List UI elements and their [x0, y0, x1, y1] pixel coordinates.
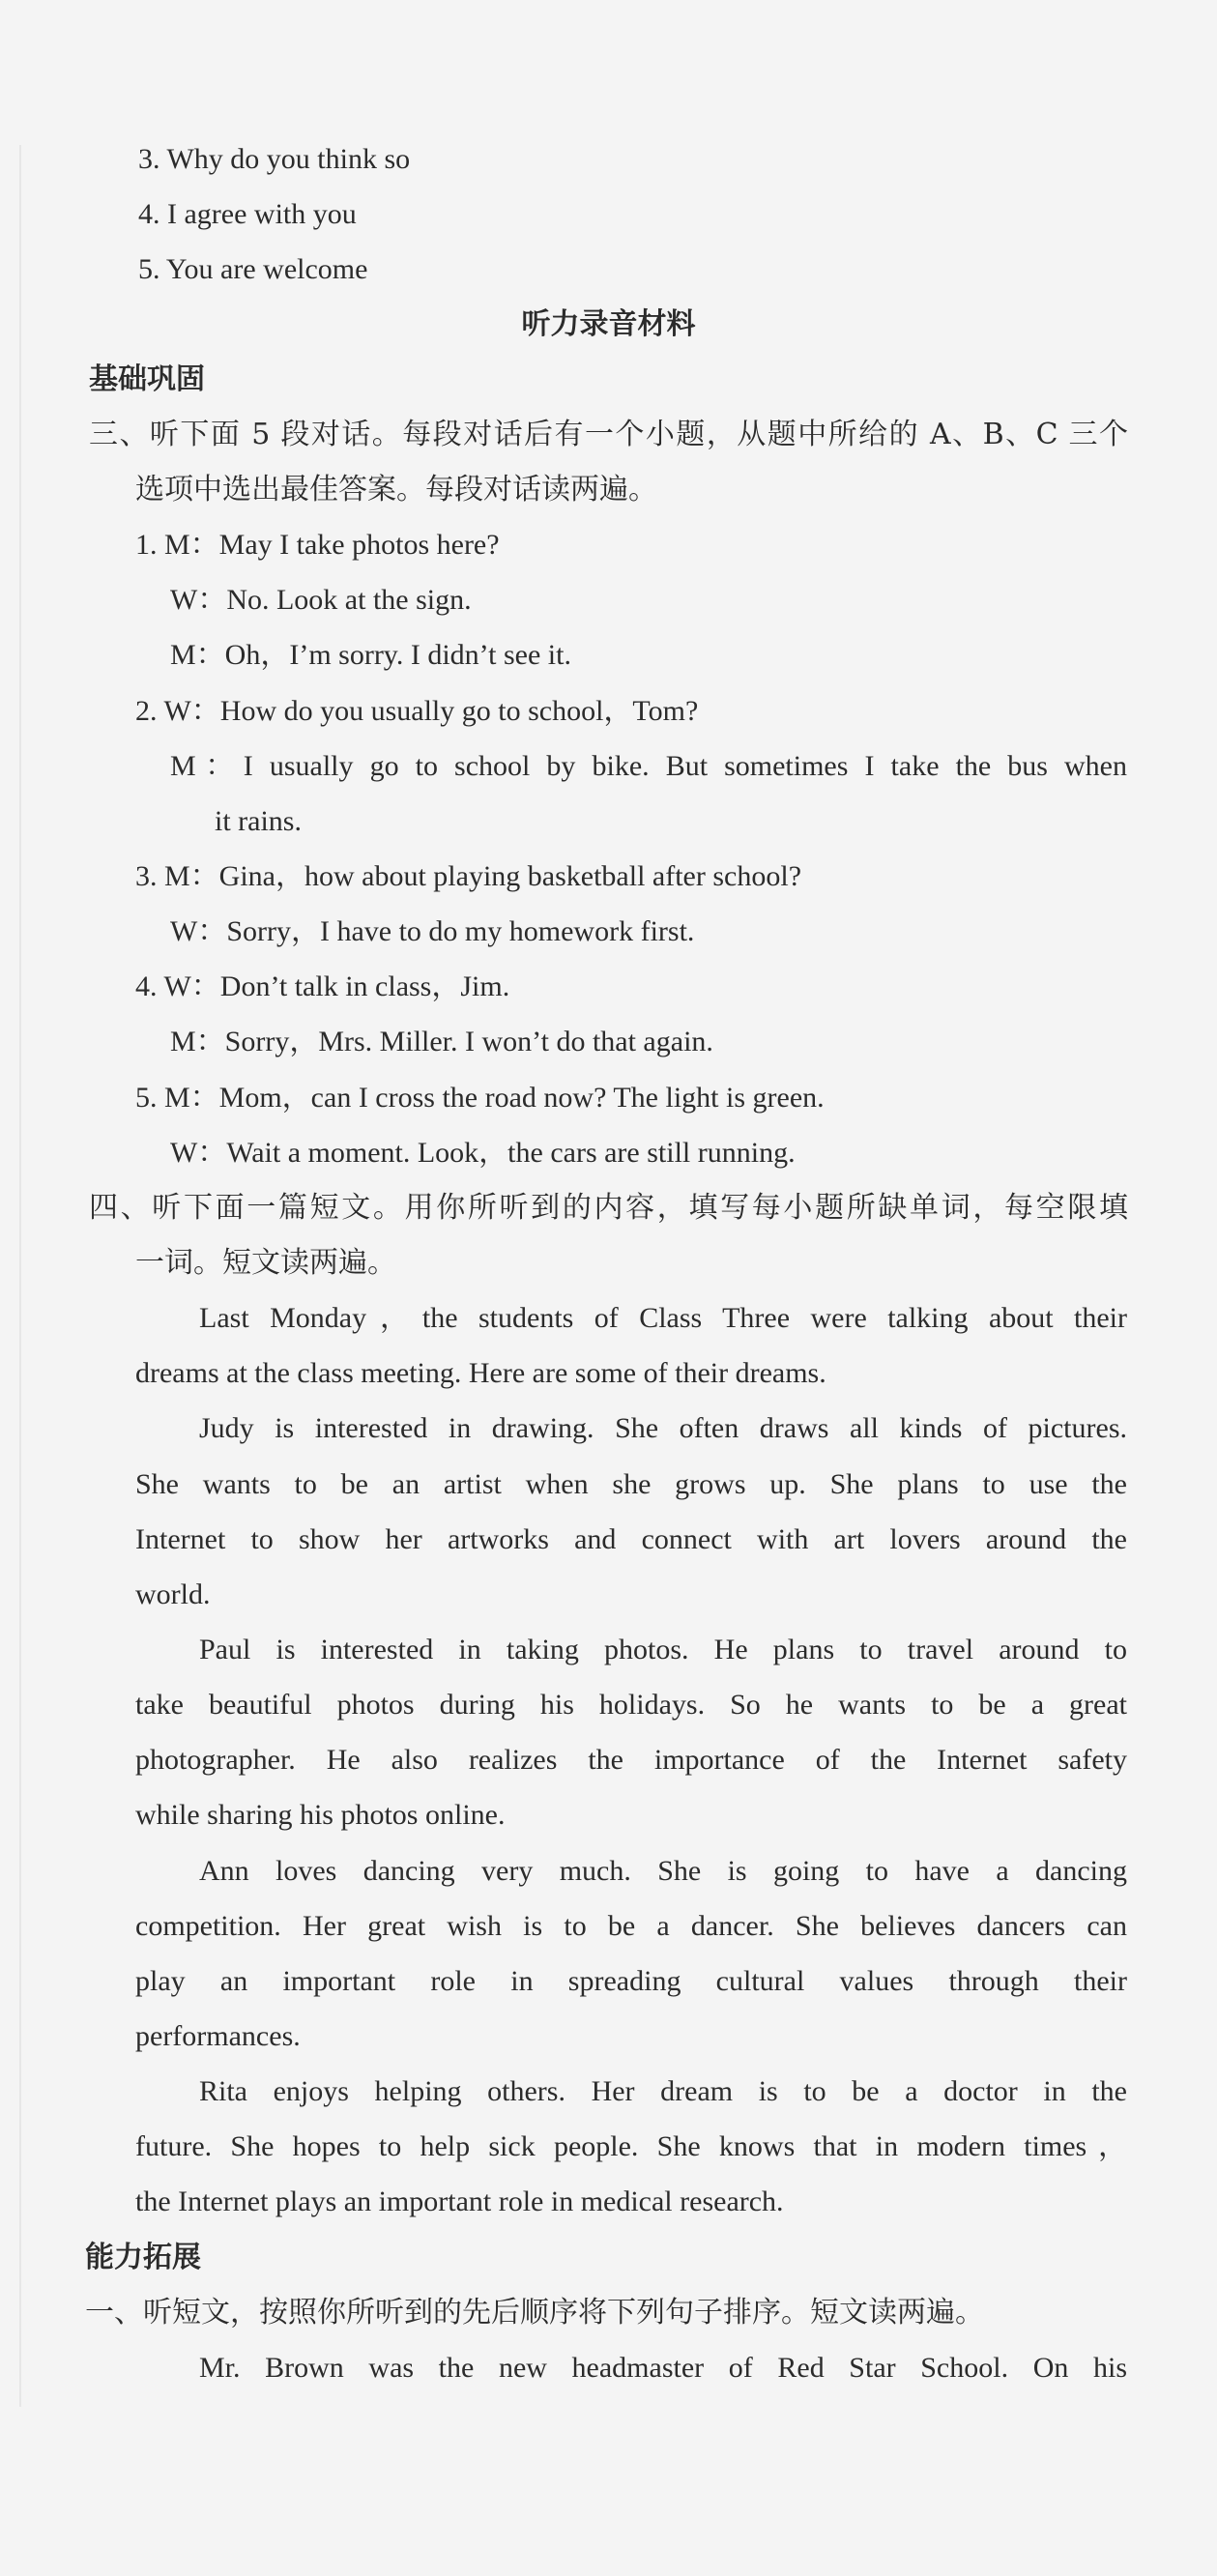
question-instruction: 一、听短文，按照你所听到的先后顺序将下列句子排序。短文读两遍。 — [85, 2296, 984, 2330]
passage-line: Last Monday，the students of Class Three were talking about their — [199, 1302, 1127, 1334]
dialogue-line: 2. W：How do you usually go to school，Tom? — [135, 695, 699, 727]
passage-line: performances. — [135, 2020, 301, 2052]
passage-line: future. She hopes to help sick people. She knows that in modern times， — [135, 2130, 1127, 2162]
page-edge — [19, 145, 21, 2407]
dialogue-line: M：Sorry，Mrs. Miller. I won’t do that again. — [170, 1026, 713, 1057]
passage-line: take beautiful photos during his holidays. So he wants to be a great — [135, 1689, 1127, 1721]
question-instruction: 选项中选出最佳答案。每段对话读两遍。 — [135, 473, 657, 507]
dialogue-line: M：I usually go to school by bike. But sometimes I take the bus when — [170, 750, 1127, 782]
dialogue-line: 3. M：Gina，how about playing basketball after school? — [135, 860, 802, 892]
passage-line: Rita enjoys helping others. Her dream is to be a doctor in the — [199, 2075, 1127, 2107]
passage-line: while sharing his photos online. — [135, 1799, 506, 1831]
passage-line: competition. Her great wish is to be a dancer. She believes dancers can — [135, 1910, 1127, 1942]
dialogue-line: W：Wait a moment. Look，the cars are still running. — [170, 1137, 796, 1169]
passage-line: dreams at the class meeting. Here are some of their dreams. — [135, 1357, 826, 1389]
dialogue-line: W：No. Look at the sign. — [170, 584, 472, 616]
section-title: 听力录音材料 — [521, 307, 696, 341]
part-heading: 能力拓展 — [85, 2241, 201, 2274]
dialogue-line: 4. W：Don’t talk in class，Jim. — [135, 970, 510, 1002]
answer-line: 4. I agree with you — [138, 198, 357, 230]
passage-line: Mr. Brown was the new headmaster of Red Star School. On his — [199, 2352, 1127, 2384]
passage-line: photographer. He also realizes the importance of the Internet safety — [135, 1744, 1127, 1776]
passage-line: Ann loves dancing very much. She is going to have a dancing — [199, 1855, 1127, 1887]
passage-line: the Internet plays an important role in medical research. — [135, 2185, 784, 2217]
dialogue-line: W：Sorry，I have to do my homework first. — [170, 915, 695, 947]
passage-line: Internet to show her artworks and connect with art lovers around the — [135, 1523, 1127, 1555]
passage-line: play an important role in spreading cultural values through their — [135, 1965, 1127, 1997]
dialogue-line: M：Oh，I’m sorry. I didn’t see it. — [170, 639, 571, 671]
passage-line: Judy is interested in drawing. She often draws all kinds of pictures. — [199, 1412, 1127, 1444]
dialogue-line: 5. M：Mom，can I cross the road now? The light is green. — [135, 1082, 825, 1114]
question-instruction: 三、听下面 5 段对话。每段对话后有一个小题，从题中所给的 A、B、C 三个 — [89, 418, 1128, 451]
answer-line: 3. Why do you think so — [138, 143, 411, 175]
answer-line: 5. You are welcome — [138, 253, 368, 285]
dialogue-line: 1. M：May I take photos here? — [135, 529, 500, 561]
dialogue-line: it rains. — [215, 805, 302, 837]
question-instruction: 四、听下面一篇短文。用你所听到的内容，填写每小题所缺单词，每空限填 — [89, 1191, 1128, 1225]
passage-line: She wants to be an artist when she grows up. She plans to use the — [135, 1468, 1127, 1500]
part-heading: 基础巩固 — [89, 362, 205, 396]
passage-line: Paul is interested in taking photos. He plans to travel around to — [199, 1634, 1127, 1665]
question-instruction: 一词。短文读两遍。 — [135, 1246, 396, 1280]
passage-line: world. — [135, 1578, 211, 1610]
